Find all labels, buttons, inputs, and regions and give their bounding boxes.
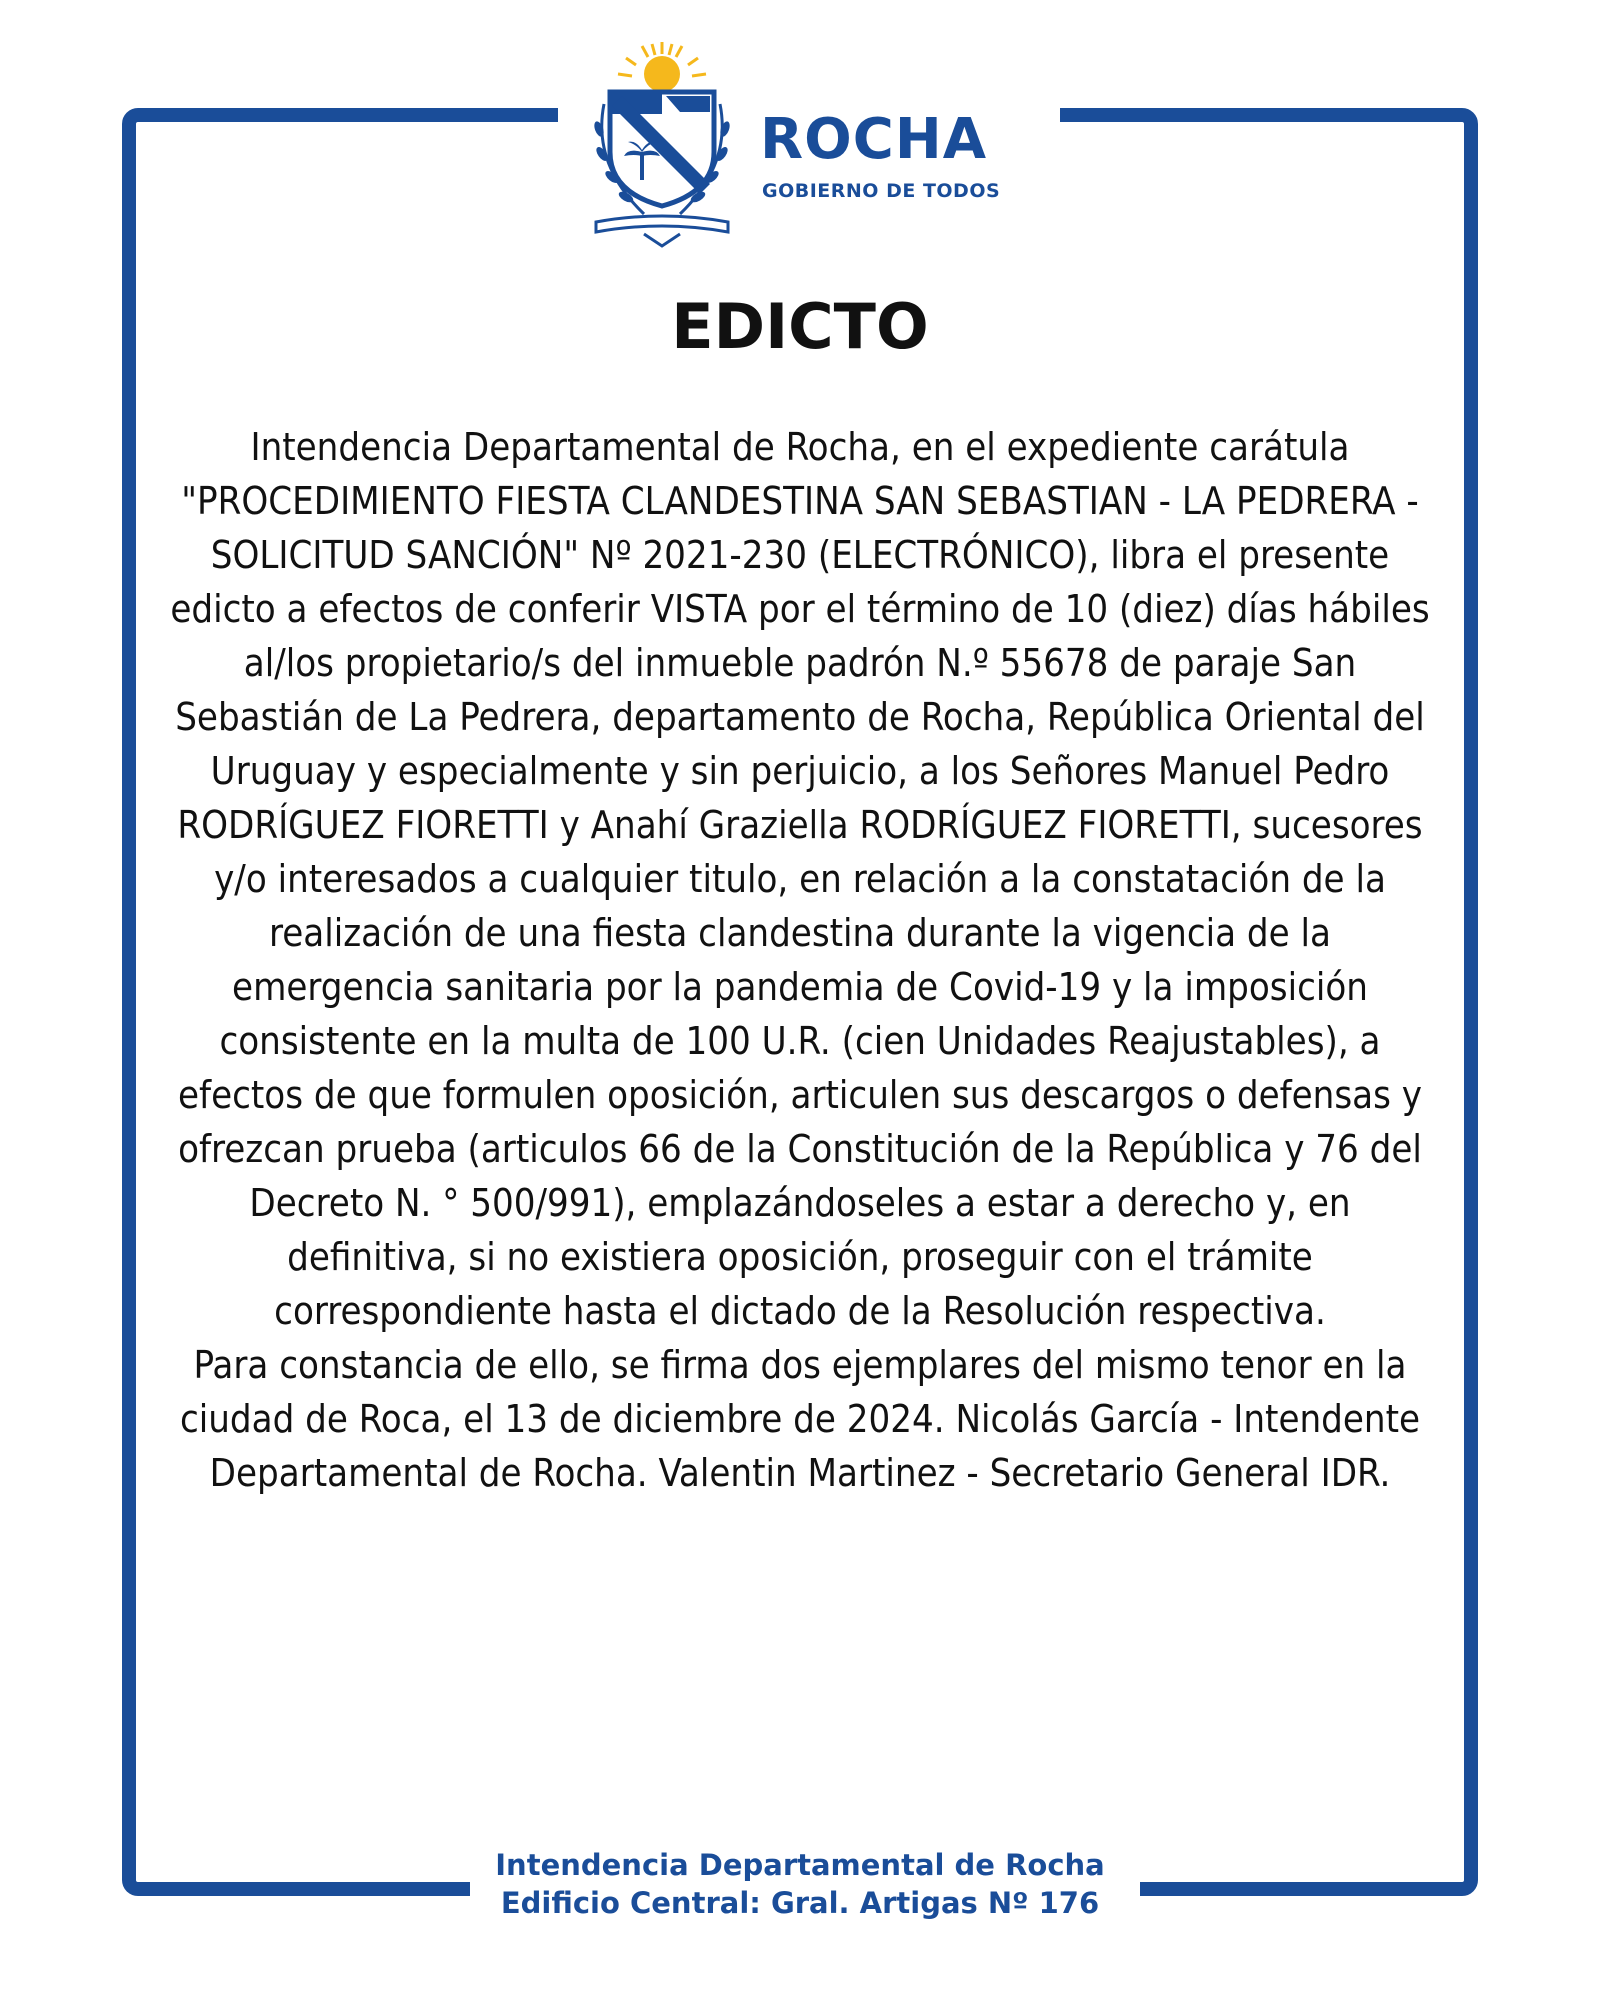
- page-title: EDICTO: [671, 290, 929, 363]
- footer-line-address: Edificio Central: Gral. Artigas Nº 176: [500, 1886, 1100, 1920]
- brand-tagline: GOBIERNO DE TODOS: [762, 180, 1001, 202]
- rocha-crest-icon: [582, 34, 742, 254]
- edict-paragraph-signature: Para constancia de ello, se firma dos ejemplares del mismo tenor en la ciudad de Roca, el 13 de diciembre de 2024. Nicolás García - Intendente Departamental de Rocha. Valentin Martinez - Secretario General IDR.: [179, 1343, 1421, 1495]
- brand-name: ROCHA: [760, 107, 988, 172]
- edict-body: [170, 420, 1430, 1500]
- footer-line-institution: Intendencia Departamental de Rocha: [495, 1848, 1105, 1882]
- rocha-logo: [582, 34, 1062, 254]
- edict-paragraph-main: Intendencia Departamental de Rocha, en el expediente carátula "PROCEDIMIENTO FIESTA CLANDESTINA SAN SEBASTIAN - LA PEDRERA - SOLICITUD SANCIÓN" Nº 2021-230 (ELECTRÓNICO), libra el presente edicto a efectos de conferir VISTA por el término de 10 (diez) días hábiles al/los propietario/s del inmueble padrón N.º 55678 de paraje San Sebastián de La Pedrera, departamento de Rocha, República Oriental del Uruguay y especialmente y sin perjuicio, a los Señores Manuel Pedro RODRÍGUEZ FIORETTI y Anahí Graziella RODRÍGUEZ FIORETTI, sucesores y/o interesados a cualquier titulo, en relación a la constatación de la realización de una fiesta clandestina durante la vigencia de la emergencia sanitaria por la pandemia de Covid-19 y la imposición consistente en la multa de 100 U.R. (cien Unidades Reajustables), a efectos de que formulen oposición, articulen sus descargos o defensas y ofrezcan prueba (articulos 66 de la Constitución de la República y 76 del Decreto N. ° 500/991), emplazándoseles a estar a derecho y, en definitiva, si no existiera oposición, proseguir con el trámite correspondiente hasta el dictado de la Resolución respectiva.: [170, 425, 1430, 1333]
- footer-address: [0, 1846, 1600, 1922]
